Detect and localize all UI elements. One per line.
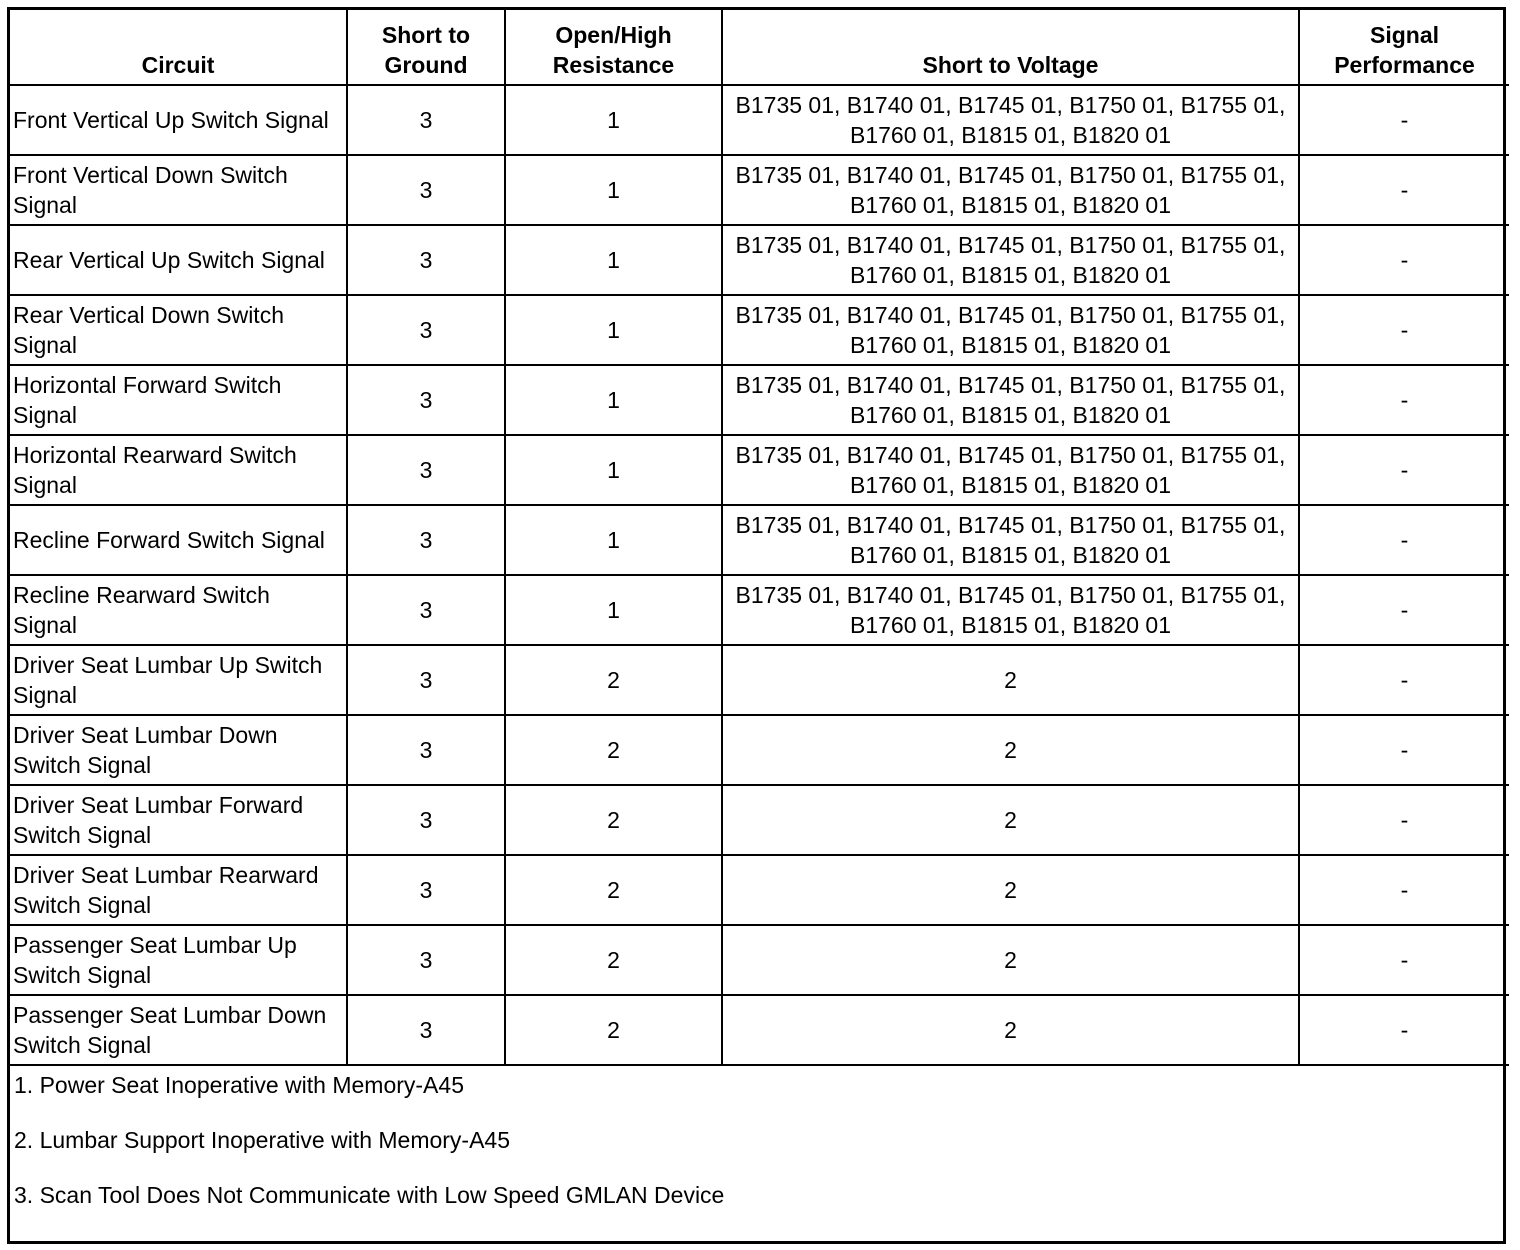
short-to-ground-cell: 3 bbox=[347, 575, 505, 645]
short-to-voltage-cell: 2 bbox=[722, 645, 1299, 715]
circuit-cell: Horizontal Forward Switch Signal bbox=[10, 365, 347, 435]
signal-performance-cell: - bbox=[1299, 785, 1509, 855]
short-to-voltage-cell: 2 bbox=[722, 855, 1299, 925]
header-circuit: Circuit bbox=[10, 10, 347, 85]
circuit-cell: Recline Rearward Switch Signal bbox=[10, 575, 347, 645]
circuit-cell: Horizontal Rearward Switch Signal bbox=[10, 435, 347, 505]
table-row bbox=[10, 365, 1509, 435]
signal-performance-cell: - bbox=[1299, 295, 1509, 365]
short-to-ground-cell: 3 bbox=[347, 505, 505, 575]
signal-performance-cell: - bbox=[1299, 925, 1509, 995]
open-high-resistance-cell: 1 bbox=[505, 575, 722, 645]
short-to-voltage-cell: B1735 01, B1740 01, B1745 01, B1750 01, B1755 01, B1760 01, B1815 01, B1820 01 bbox=[722, 575, 1299, 645]
signal-performance-cell: - bbox=[1299, 225, 1509, 295]
table-row bbox=[10, 575, 1509, 645]
table-row bbox=[10, 645, 1509, 715]
open-high-resistance-cell: 1 bbox=[505, 435, 722, 505]
table-row bbox=[10, 785, 1509, 855]
circuit-dtc-table bbox=[10, 10, 1509, 1066]
note-3: 3. Scan Tool Does Not Communicate with Low Speed GMLAN Device bbox=[14, 1182, 725, 1208]
circuit-cell: Rear Vertical Down Switch Signal bbox=[10, 295, 347, 365]
signal-performance-cell: - bbox=[1299, 645, 1509, 715]
open-high-resistance-cell: 2 bbox=[505, 785, 722, 855]
signal-performance-cell: - bbox=[1299, 995, 1509, 1065]
short-to-voltage-cell: 2 bbox=[722, 925, 1299, 995]
note-2: 2. Lumbar Support Inoperative with Memory-A45 bbox=[14, 1127, 511, 1153]
open-high-resistance-cell: 1 bbox=[505, 155, 722, 225]
short-to-ground-cell: 3 bbox=[347, 645, 505, 715]
short-to-ground-cell: 3 bbox=[347, 785, 505, 855]
open-high-resistance-cell: 1 bbox=[505, 365, 722, 435]
open-high-resistance-cell: 1 bbox=[505, 295, 722, 365]
open-high-resistance-cell: 2 bbox=[505, 855, 722, 925]
short-to-ground-cell: 3 bbox=[347, 995, 505, 1065]
short-to-voltage-cell: B1735 01, B1740 01, B1745 01, B1750 01, B1755 01, B1760 01, B1815 01, B1820 01 bbox=[722, 225, 1299, 295]
table-row bbox=[10, 995, 1509, 1065]
circuit-cell: Front Vertical Up Switch Signal bbox=[10, 85, 347, 155]
short-to-ground-cell: 3 bbox=[347, 225, 505, 295]
table-row bbox=[10, 925, 1509, 995]
table-row bbox=[10, 715, 1509, 785]
short-to-ground-cell: 3 bbox=[347, 435, 505, 505]
short-to-ground-cell: 3 bbox=[347, 155, 505, 225]
short-to-ground-cell: 3 bbox=[347, 715, 505, 785]
open-high-resistance-cell: 2 bbox=[505, 925, 722, 995]
circuit-cell: Passenger Seat Lumbar Up Switch Signal bbox=[10, 925, 347, 995]
short-to-voltage-cell: B1735 01, B1740 01, B1745 01, B1750 01, B1755 01, B1760 01, B1815 01, B1820 01 bbox=[722, 365, 1299, 435]
short-to-voltage-cell: 2 bbox=[722, 785, 1299, 855]
header-signal-performance: Signal Performance bbox=[1299, 10, 1509, 85]
circuit-cell: Driver Seat Lumbar Rearward Switch Signal bbox=[10, 855, 347, 925]
signal-performance-cell: - bbox=[1299, 575, 1509, 645]
signal-performance-cell: - bbox=[1299, 365, 1509, 435]
signal-performance-cell: - bbox=[1299, 855, 1509, 925]
table-row bbox=[10, 435, 1509, 505]
circuit-cell: Driver Seat Lumbar Forward Switch Signal bbox=[10, 785, 347, 855]
table-notes bbox=[10, 1066, 1503, 1235]
short-to-voltage-cell: 2 bbox=[722, 995, 1299, 1065]
open-high-resistance-cell: 1 bbox=[505, 225, 722, 295]
circuit-cell: Passenger Seat Lumbar Down Switch Signal bbox=[10, 995, 347, 1065]
table-row bbox=[10, 225, 1509, 295]
short-to-ground-cell: 3 bbox=[347, 365, 505, 435]
signal-performance-cell: - bbox=[1299, 715, 1509, 785]
circuit-cell: Driver Seat Lumbar Up Switch Signal bbox=[10, 645, 347, 715]
table-row bbox=[10, 505, 1509, 575]
short-to-voltage-cell: 2 bbox=[722, 715, 1299, 785]
short-to-ground-cell: 3 bbox=[347, 925, 505, 995]
table-row bbox=[10, 295, 1509, 365]
table-row bbox=[10, 85, 1509, 155]
open-high-resistance-cell: 2 bbox=[505, 715, 722, 785]
short-to-ground-cell: 3 bbox=[347, 855, 505, 925]
short-to-voltage-cell: B1735 01, B1740 01, B1745 01, B1750 01, B1755 01, B1760 01, B1815 01, B1820 01 bbox=[722, 155, 1299, 225]
table-row bbox=[10, 155, 1509, 225]
short-to-voltage-cell: B1735 01, B1740 01, B1745 01, B1750 01, B1755 01, B1760 01, B1815 01, B1820 01 bbox=[722, 295, 1299, 365]
header-open-high-resistance: Open/High Resistance bbox=[505, 10, 722, 85]
circuit-cell: Rear Vertical Up Switch Signal bbox=[10, 225, 347, 295]
open-high-resistance-cell: 2 bbox=[505, 995, 722, 1065]
short-to-voltage-cell: B1735 01, B1740 01, B1745 01, B1750 01, B1755 01, B1760 01, B1815 01, B1820 01 bbox=[722, 435, 1299, 505]
circuit-cell: Recline Forward Switch Signal bbox=[10, 505, 347, 575]
table-body bbox=[10, 85, 1509, 1065]
signal-performance-cell: - bbox=[1299, 435, 1509, 505]
signal-performance-cell: - bbox=[1299, 85, 1509, 155]
open-high-resistance-cell: 1 bbox=[505, 505, 722, 575]
open-high-resistance-cell: 2 bbox=[505, 645, 722, 715]
short-to-ground-cell: 3 bbox=[347, 85, 505, 155]
circuit-cell: Front Vertical Down Switch Signal bbox=[10, 155, 347, 225]
header-row bbox=[10, 10, 1509, 85]
short-to-ground-cell: 3 bbox=[347, 295, 505, 365]
dtc-table-sheet bbox=[7, 7, 1506, 1244]
short-to-voltage-cell: B1735 01, B1740 01, B1745 01, B1750 01, B1755 01, B1760 01, B1815 01, B1820 01 bbox=[722, 505, 1299, 575]
header-short-to-ground: Short to Ground bbox=[347, 10, 505, 85]
signal-performance-cell: - bbox=[1299, 155, 1509, 225]
circuit-cell: Driver Seat Lumbar Down Switch Signal bbox=[10, 715, 347, 785]
open-high-resistance-cell: 1 bbox=[505, 85, 722, 155]
short-to-voltage-cell: B1735 01, B1740 01, B1745 01, B1750 01, B1755 01, B1760 01, B1815 01, B1820 01 bbox=[722, 85, 1299, 155]
note-1: 1. Power Seat Inoperative with Memory-A45 bbox=[14, 1072, 464, 1098]
header-short-to-voltage: Short to Voltage bbox=[722, 10, 1299, 85]
signal-performance-cell: - bbox=[1299, 505, 1509, 575]
table-row bbox=[10, 855, 1509, 925]
